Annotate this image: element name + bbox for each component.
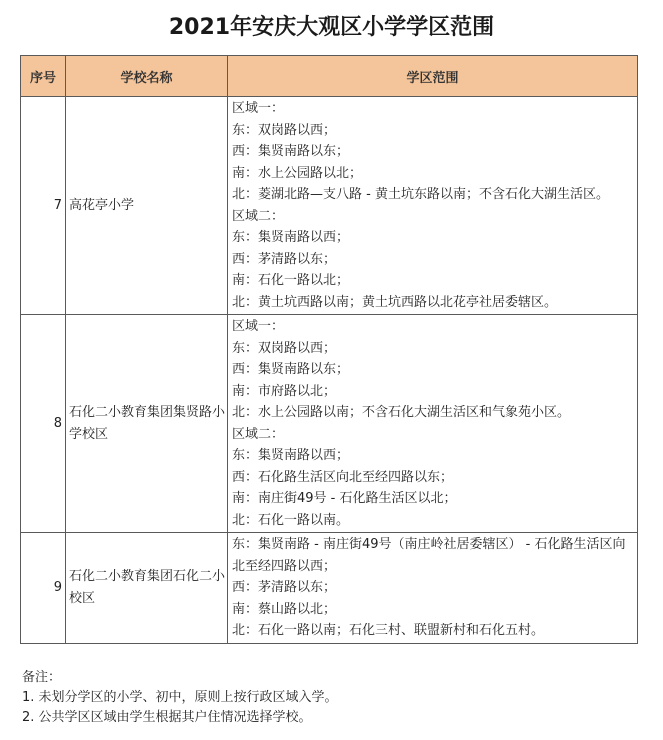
range-line: 区域二： [232, 426, 285, 442]
school-name: 石化二小教育集团集贤路小学校区 [66, 315, 228, 533]
school-district-table [20, 55, 638, 644]
range-line: 北：石化一路以南。 [232, 512, 350, 528]
school-name: 高花亭小学 [66, 97, 228, 315]
range-line: 区域二： [232, 208, 285, 224]
district-range [228, 533, 638, 644]
range-line: 北：菱湖北路—支八路 - 黄土坑东路以南；不含石化大湖生活区。 [232, 187, 609, 202]
range-line: 南：南庄街49号 - 石化路生活区以北； [232, 491, 457, 506]
range-line: 北：黄土坑西路以南；黄土坑西路以北花亭社居委辖区。 [232, 294, 558, 310]
table-row [21, 533, 638, 644]
range-line: 区域一： [232, 319, 285, 334]
range-line: 西：茅清路以东； [232, 251, 337, 267]
school-name: 石化二小教育集团石化二小校区 [66, 533, 228, 644]
range-line: 区域一： [232, 101, 285, 116]
range-line: 北：石化一路以南；石化三村、联盟新村和石化五村。 [232, 623, 545, 638]
range-line: 东：双岗路以西； [232, 340, 337, 356]
header-district-range: 学区范围 [228, 56, 638, 97]
range-line: 南：蔡山路以北； [232, 601, 337, 617]
notes-section [22, 668, 642, 728]
range-line: 西：茅清路以东； [232, 580, 337, 595]
range-line: 东：集贤南路 - 南庄街49号（南庄岭社居委辖区） - 石化路生活区向北至经四路以西； [232, 537, 626, 574]
range-line: 东：双岗路以西； [232, 122, 337, 138]
header-no: 序号 [21, 56, 66, 97]
range-line: 西：集贤南路以东； [232, 362, 350, 377]
row-no: 8 [21, 315, 66, 533]
district-range [228, 315, 638, 533]
range-line: 东：集贤南路以西； [232, 230, 350, 245]
range-line: 南：水上公园路以北； [232, 165, 363, 181]
note-item: 2. 公共学区区域由学生根据其户住情况选择学校。 [22, 710, 312, 725]
range-line: 西：集贤南路以东； [232, 144, 350, 159]
row-no: 7 [21, 97, 66, 315]
range-line: 北：水上公园路以南；不含石化大湖生活区和气象苑小区。 [232, 405, 571, 420]
note-item: 1. 未划分学区的小学、初中，原则上按行政区域入学。 [22, 690, 338, 705]
page-title: 2021年安庆大观区小学学区范围 [168, 15, 495, 40]
range-line: 南：石化一路以北； [232, 273, 350, 288]
notes-label: 备注： [22, 670, 62, 685]
header-school-name: 学校名称 [66, 56, 228, 97]
range-line: 东：集贤南路以西； [232, 448, 350, 463]
table-row [21, 315, 638, 533]
district-range [228, 97, 638, 315]
range-line: 西：石化路生活区向北至经四路以东； [232, 469, 454, 485]
range-line: 南：市府路以北； [232, 383, 337, 399]
table-header-row [21, 56, 638, 97]
row-no: 9 [21, 533, 66, 644]
table-row [21, 97, 638, 315]
